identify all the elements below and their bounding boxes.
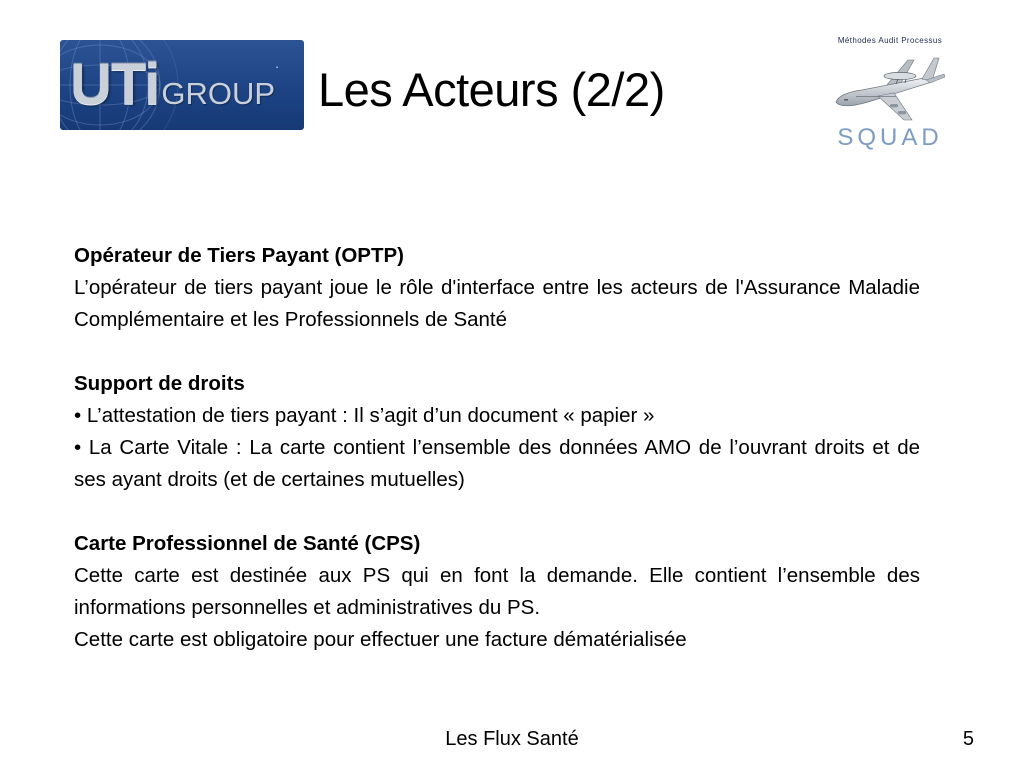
section-paragraph: Cette carte est obligatoire pour effectuer une facture dématérialisée: [74, 628, 687, 651]
section-optp: [74, 240, 920, 336]
uti-brand-sub: GROUP: [161, 76, 276, 111]
spacer: [74, 496, 920, 528]
footer-title: Les Flux Santé: [445, 728, 579, 750]
section-heading: Opérateur de Tiers Payant (OPTP): [74, 244, 405, 267]
uti-group-wordmark: [70, 52, 279, 117]
section-heading: Support de droits: [74, 372, 245, 395]
section-paragraph: L’opérateur de tiers payant joue le rôle d'interface entre les acteurs de l'Assurance Maladie Complémentaire et les Professionnels de Santé: [74, 276, 920, 331]
uti-brand-mark: .: [275, 55, 279, 71]
squad-tagline: Méthodes Audit Processus: [837, 36, 943, 45]
section-support-droits: [74, 368, 920, 496]
spacer: [74, 336, 920, 368]
slide-title: Les Acteurs (2/2): [318, 63, 665, 116]
section-heading: Carte Professionnel de Santé (CPS): [74, 532, 421, 555]
section-paragraph: Cette carte est destinée aux PS qui en font la demande. Elle contient l’ensemble des informations personnelles et administratives du PS.: [74, 564, 920, 619]
section-cps: [74, 528, 920, 656]
bullet-item: • L’attestation de tiers payant : Il s’agit d’un document « papier »: [74, 404, 655, 427]
squad-wordmark: SQUAD: [837, 124, 943, 151]
bullet-item: • La Carte Vitale : La carte contient l’ensemble des données AMO de l’ouvrant droits et de ses ayant droits (et de certaines mutuelles): [74, 436, 920, 491]
squad-logo: [824, 36, 952, 154]
uti-group-logo: [60, 40, 304, 130]
page-number: 5: [962, 728, 974, 750]
slide-body: [74, 240, 920, 656]
uti-brand-main: UTi: [70, 52, 160, 117]
awacs-airplane-icon: [828, 46, 948, 126]
